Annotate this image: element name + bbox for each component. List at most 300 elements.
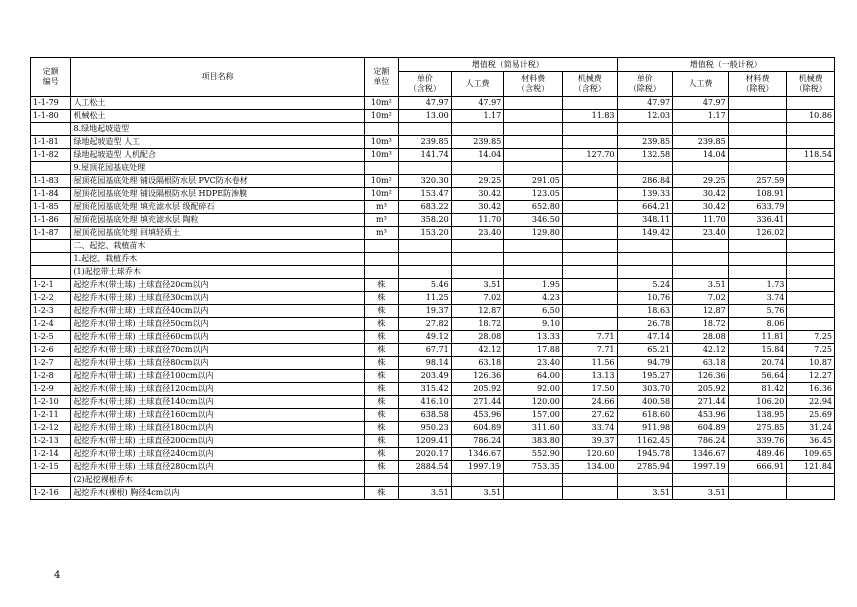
table-row xyxy=(31,487,835,500)
item-unit: m³ xyxy=(364,227,398,240)
item-name: 起挖乔木(带土球) 土球直径160cm以内 xyxy=(71,409,364,422)
empty-cell xyxy=(504,162,563,175)
simple-material-cost: 1.95 xyxy=(504,279,563,292)
empty-cell xyxy=(787,123,835,136)
general-labor-cost: 14.04 xyxy=(673,149,729,162)
general-material-cost: 1.73 xyxy=(728,279,787,292)
item-name: 起挖乔木(带土球) 土球直径40cm以内 xyxy=(71,305,364,318)
item-unit: 10m² xyxy=(364,97,398,110)
table-body xyxy=(31,97,835,500)
general-machine-cost: 109.65 xyxy=(787,448,835,461)
empty-cell xyxy=(787,240,835,253)
table-row xyxy=(31,344,835,357)
item-unit: 10m² xyxy=(364,110,398,123)
table-row xyxy=(31,201,835,214)
simple-material-cost xyxy=(504,149,563,162)
section-row xyxy=(31,253,835,266)
simple-labor-cost: 18.72 xyxy=(451,318,504,331)
empty-cell xyxy=(787,266,835,279)
simple-material-cost: 23.40 xyxy=(504,357,563,370)
item-name: 起挖乔木(带土球) 土球直径80cm以内 xyxy=(71,357,364,370)
empty-cell xyxy=(399,253,452,266)
simple-unit-price: 320.30 xyxy=(399,175,452,188)
general-labor-cost: 453.96 xyxy=(673,409,729,422)
empty-cell xyxy=(451,240,504,253)
simple-machine-cost xyxy=(562,214,617,227)
simple-machine-cost xyxy=(562,305,617,318)
table-row xyxy=(31,149,835,162)
empty-cell xyxy=(787,253,835,266)
empty-cell xyxy=(617,240,673,253)
empty-cell xyxy=(728,266,787,279)
general-machine-cost: 31.24 xyxy=(787,422,835,435)
simple-machine-cost: 11.56 xyxy=(562,357,617,370)
general-material-cost: 257.59 xyxy=(728,175,787,188)
item-unit: 株 xyxy=(364,331,398,344)
simple-labor-cost: 47.97 xyxy=(451,97,504,110)
header-simple-col: 单价 （含税） xyxy=(399,72,452,97)
simple-unit-price: 683.22 xyxy=(399,201,452,214)
simple-material-cost: 6.50 xyxy=(504,305,563,318)
simple-material-cost: 9.10 xyxy=(504,318,563,331)
empty-cell xyxy=(364,474,398,487)
quota-code: 1-2-7 xyxy=(31,357,71,370)
section-row xyxy=(31,266,835,279)
simple-machine-cost: 24.66 xyxy=(562,396,617,409)
empty-cell xyxy=(364,123,398,136)
general-machine-cost: 7.25 xyxy=(787,344,835,357)
simple-unit-price: 49.12 xyxy=(399,331,452,344)
general-machine-cost: 7.25 xyxy=(787,331,835,344)
simple-material-cost xyxy=(504,110,563,123)
section-title: (2)起挖裸根乔木 xyxy=(71,474,364,487)
quota-code: 1-2-5 xyxy=(31,331,71,344)
general-unit-price: 400.58 xyxy=(617,396,673,409)
item-name: 起挖乔木(带土球) 土球直径240cm以内 xyxy=(71,448,364,461)
general-labor-cost: 47.97 xyxy=(673,97,729,110)
page-number: 4 xyxy=(54,570,61,581)
table-header xyxy=(31,58,835,97)
general-unit-price: 65.21 xyxy=(617,344,673,357)
table-row xyxy=(31,305,835,318)
quota-code: 1-2-12 xyxy=(31,422,71,435)
simple-unit-price: 2020.17 xyxy=(399,448,452,461)
empty-cell xyxy=(562,474,617,487)
empty-cell xyxy=(617,253,673,266)
general-machine-cost xyxy=(787,175,835,188)
item-name: 起挖乔木(带土球) 土球直径50cm以内 xyxy=(71,318,364,331)
item-name: 起挖乔木(带土球) 土球直径140cm以内 xyxy=(71,396,364,409)
quota-code: 1-1-79 xyxy=(31,97,71,110)
empty-cell xyxy=(617,474,673,487)
item-name: 屋顶花园基底处理 铺设隔根防水层 HDPE防渗膜 xyxy=(71,188,364,201)
general-machine-cost: 121.84 xyxy=(787,461,835,474)
general-labor-cost: 271.44 xyxy=(673,396,729,409)
simple-machine-cost: 39.37 xyxy=(562,435,617,448)
quota-table xyxy=(30,57,835,500)
quota-code: 1-2-13 xyxy=(31,435,71,448)
simple-unit-price: 416.10 xyxy=(399,396,452,409)
general-machine-cost xyxy=(787,136,835,149)
table-row xyxy=(31,97,835,110)
section-title: 二、起挖、栽植苗木 xyxy=(71,240,364,253)
empty-cell xyxy=(364,240,398,253)
general-labor-cost: 1346.67 xyxy=(673,448,729,461)
general-unit-price: 139.33 xyxy=(617,188,673,201)
simple-material-cost: 64.00 xyxy=(504,370,563,383)
simple-machine-cost xyxy=(562,292,617,305)
general-unit-price: 239.85 xyxy=(617,136,673,149)
empty-cell xyxy=(31,240,71,253)
item-unit: 10m² xyxy=(364,188,398,201)
item-unit: 株 xyxy=(364,318,398,331)
empty-cell xyxy=(728,474,787,487)
simple-material-cost: 120.00 xyxy=(504,396,563,409)
general-unit-price: 18.63 xyxy=(617,305,673,318)
header-simple-tax xyxy=(399,58,617,72)
simple-material-cost: 92.00 xyxy=(504,383,563,396)
general-material-cost: 339.76 xyxy=(728,435,787,448)
quota-code: 1-1-80 xyxy=(31,110,71,123)
simple-labor-cost: 126.36 xyxy=(451,370,504,383)
simple-labor-cost: 271.44 xyxy=(451,396,504,409)
simple-labor-cost: 1.17 xyxy=(451,110,504,123)
empty-cell xyxy=(787,162,835,175)
item-name: 起挖乔木(带土球) 土球直径70cm以内 xyxy=(71,344,364,357)
simple-labor-cost: 239.85 xyxy=(451,136,504,149)
general-unit-price: 1945.78 xyxy=(617,448,673,461)
item-unit: 株 xyxy=(364,305,398,318)
empty-cell xyxy=(617,162,673,175)
table-row xyxy=(31,227,835,240)
quota-code: 1-1-85 xyxy=(31,201,71,214)
simple-machine-cost: 7.71 xyxy=(562,331,617,344)
simple-labor-cost: 29.25 xyxy=(451,175,504,188)
item-unit: 株 xyxy=(364,461,398,474)
quota-code: 1-2-8 xyxy=(31,370,71,383)
item-unit: 株 xyxy=(364,422,398,435)
simple-labor-cost: 30.42 xyxy=(451,188,504,201)
general-unit-price: 149.42 xyxy=(617,227,673,240)
general-labor-cost: 18.72 xyxy=(673,318,729,331)
section-row xyxy=(31,123,835,136)
general-labor-cost: 1997.19 xyxy=(673,461,729,474)
general-machine-cost: 118.54 xyxy=(787,149,835,162)
simple-machine-cost xyxy=(562,279,617,292)
table-row xyxy=(31,136,835,149)
simple-material-cost xyxy=(504,97,563,110)
general-unit-price: 10.76 xyxy=(617,292,673,305)
simple-unit-price: 153.47 xyxy=(399,188,452,201)
simple-labor-cost: 30.42 xyxy=(451,201,504,214)
simple-labor-cost: 7.02 xyxy=(451,292,504,305)
simple-machine-cost xyxy=(562,175,617,188)
table-row xyxy=(31,448,835,461)
general-machine-cost xyxy=(787,292,835,305)
header-simple-col: 人工费 xyxy=(451,72,504,97)
table-row xyxy=(31,188,835,201)
item-unit: 株 xyxy=(364,448,398,461)
simple-labor-cost: 28.08 xyxy=(451,331,504,344)
simple-material-cost: 291.05 xyxy=(504,175,563,188)
item-name: 绿地起坡造型 人机配合 xyxy=(71,149,364,162)
quota-code: 1-1-86 xyxy=(31,214,71,227)
general-unit-price: 94.79 xyxy=(617,357,673,370)
general-labor-cost: 42.12 xyxy=(673,344,729,357)
empty-cell xyxy=(31,266,71,279)
general-labor-cost: 7.02 xyxy=(673,292,729,305)
general-material-cost xyxy=(728,136,787,149)
general-unit-price: 303.70 xyxy=(617,383,673,396)
general-material-cost: 138.95 xyxy=(728,409,787,422)
empty-cell xyxy=(728,162,787,175)
item-name: 起挖乔木(带土球) 土球直径200cm以内 xyxy=(71,435,364,448)
simple-machine-cost xyxy=(562,97,617,110)
item-name: 起挖乔木(带土球) 土球直径60cm以内 xyxy=(71,331,364,344)
simple-unit-price: 141.74 xyxy=(399,149,452,162)
general-machine-cost: 10.86 xyxy=(787,110,835,123)
quota-code: 1-2-2 xyxy=(31,292,71,305)
general-labor-cost: 30.42 xyxy=(673,201,729,214)
simple-unit-price: 2884.54 xyxy=(399,461,452,474)
simple-machine-cost: 134.00 xyxy=(562,461,617,474)
item-name: 起挖乔木(带土球) 土球直径280cm以内 xyxy=(71,461,364,474)
simple-labor-cost: 42.12 xyxy=(451,344,504,357)
simple-machine-cost xyxy=(562,227,617,240)
general-unit-price: 47.14 xyxy=(617,331,673,344)
general-labor-cost: 63.18 xyxy=(673,357,729,370)
general-material-cost: 126.02 xyxy=(728,227,787,240)
item-unit: 株 xyxy=(364,409,398,422)
empty-cell xyxy=(504,474,563,487)
general-machine-cost: 25.69 xyxy=(787,409,835,422)
simple-material-cost: 4.23 xyxy=(504,292,563,305)
simple-unit-price: 13.00 xyxy=(399,110,452,123)
general-labor-cost: 3.51 xyxy=(673,487,729,500)
table-row xyxy=(31,110,835,123)
simple-unit-price: 67.71 xyxy=(399,344,452,357)
empty-cell xyxy=(364,162,398,175)
table-row xyxy=(31,370,835,383)
item-unit: 株 xyxy=(364,396,398,409)
simple-machine-cost xyxy=(562,136,617,149)
quota-code: 1-2-11 xyxy=(31,409,71,422)
general-unit-price: 26.78 xyxy=(617,318,673,331)
empty-cell xyxy=(673,253,729,266)
quota-code: 1-2-9 xyxy=(31,383,71,396)
general-labor-cost: 11.70 xyxy=(673,214,729,227)
empty-cell xyxy=(399,266,452,279)
simple-machine-cost: 17.50 xyxy=(562,383,617,396)
header-simple-col: 材料费 （含税） xyxy=(504,72,563,97)
table-row xyxy=(31,409,835,422)
simple-material-cost: 552.90 xyxy=(504,448,563,461)
general-machine-cost: 36.45 xyxy=(787,435,835,448)
item-name: 起挖乔木(带土球) 土球直径180cm以内 xyxy=(71,422,364,435)
item-name: 屋顶花园基底处理 填充滤水层 级配碎石 xyxy=(71,201,364,214)
simple-labor-cost: 786.24 xyxy=(451,435,504,448)
table-row xyxy=(31,292,835,305)
general-labor-cost: 23.40 xyxy=(673,227,729,240)
general-labor-cost: 30.42 xyxy=(673,188,729,201)
simple-labor-cost: 453.96 xyxy=(451,409,504,422)
general-machine-cost: 22.94 xyxy=(787,396,835,409)
simple-machine-cost: 27.62 xyxy=(562,409,617,422)
quota-code: 1-2-15 xyxy=(31,461,71,474)
section-title: 9.屋顶花园基底处理 xyxy=(71,162,364,175)
general-labor-cost: 28.08 xyxy=(673,331,729,344)
item-name: 起挖乔木(带土球) 土球直径120cm以内 xyxy=(71,383,364,396)
item-name: 起挖乔木(带土球) 土球直径20cm以内 xyxy=(71,279,364,292)
empty-cell xyxy=(451,123,504,136)
header-general-tax xyxy=(617,58,834,72)
header-name-label: 项目名称 xyxy=(201,72,234,81)
header-general-tax-label: 增值税（一般计税） xyxy=(689,59,762,69)
general-material-cost: 336.41 xyxy=(728,214,787,227)
item-name: 机械松土 xyxy=(71,110,364,123)
table-row xyxy=(31,214,835,227)
general-material-cost: 81.42 xyxy=(728,383,787,396)
simple-machine-cost: 7.71 xyxy=(562,344,617,357)
simple-unit-price: 950.23 xyxy=(399,422,452,435)
general-labor-cost: 786.24 xyxy=(673,435,729,448)
simple-machine-cost: 127.70 xyxy=(562,149,617,162)
quota-code: 1-2-10 xyxy=(31,396,71,409)
simple-machine-cost: 33.74 xyxy=(562,422,617,435)
simple-machine-cost xyxy=(562,318,617,331)
general-machine-cost xyxy=(787,227,835,240)
header-general-col: 材料费 （除税） xyxy=(728,72,787,97)
simple-material-cost: 652.80 xyxy=(504,201,563,214)
general-machine-cost: 12.27 xyxy=(787,370,835,383)
header-code xyxy=(31,58,71,97)
empty-cell xyxy=(451,266,504,279)
quota-code: 1-2-14 xyxy=(31,448,71,461)
header-name xyxy=(71,58,364,97)
simple-labor-cost: 205.92 xyxy=(451,383,504,396)
simple-unit-price: 47.97 xyxy=(399,97,452,110)
general-machine-cost: 16.36 xyxy=(787,383,835,396)
section-title: 1.起挖、栽植乔木 xyxy=(71,253,364,266)
item-unit: 10m³ xyxy=(364,136,398,149)
header-simple-col: 机械费 （含税） xyxy=(562,72,617,97)
quota-code: 1-1-84 xyxy=(31,188,71,201)
empty-cell xyxy=(31,253,71,266)
empty-cell xyxy=(562,253,617,266)
simple-unit-price: 153.20 xyxy=(399,227,452,240)
general-labor-cost: 205.92 xyxy=(673,383,729,396)
general-machine-cost xyxy=(787,188,835,201)
empty-cell xyxy=(399,162,452,175)
simple-labor-cost: 3.51 xyxy=(451,487,504,500)
empty-cell xyxy=(504,266,563,279)
simple-material-cost: 157.00 xyxy=(504,409,563,422)
simple-unit-price: 27.82 xyxy=(399,318,452,331)
item-unit: 株 xyxy=(364,370,398,383)
simple-unit-price: 638.58 xyxy=(399,409,452,422)
quota-code: 1-2-4 xyxy=(31,318,71,331)
table-row xyxy=(31,422,835,435)
table-row xyxy=(31,279,835,292)
empty-cell xyxy=(31,162,71,175)
simple-material-cost xyxy=(504,487,563,500)
header-general-col: 单价 （除税） xyxy=(617,72,673,97)
header-unit xyxy=(364,58,398,97)
header-code-label: 定额 编号 xyxy=(42,67,59,86)
simple-unit-price: 3.51 xyxy=(399,487,452,500)
quota-code: 1-1-83 xyxy=(31,175,71,188)
item-name: 屋顶花园基底处理 铺设隔根防水层 PVC防水卷材 xyxy=(71,175,364,188)
general-unit-price: 5.24 xyxy=(617,279,673,292)
general-material-cost xyxy=(728,110,787,123)
general-unit-price: 3.51 xyxy=(617,487,673,500)
empty-cell xyxy=(673,123,729,136)
empty-cell xyxy=(728,123,787,136)
simple-labor-cost: 604.89 xyxy=(451,422,504,435)
general-unit-price: 47.97 xyxy=(617,97,673,110)
quota-code: 1-1-87 xyxy=(31,227,71,240)
simple-machine-cost xyxy=(562,201,617,214)
simple-machine-cost xyxy=(562,487,617,500)
simple-material-cost: 17.88 xyxy=(504,344,563,357)
item-unit: 株 xyxy=(364,383,398,396)
empty-cell xyxy=(31,123,71,136)
item-name: 起挖乔木(带土球) 土球直径100cm以内 xyxy=(71,370,364,383)
simple-labor-cost: 63.18 xyxy=(451,357,504,370)
empty-cell xyxy=(364,266,398,279)
general-labor-cost: 29.25 xyxy=(673,175,729,188)
general-material-cost: 15.84 xyxy=(728,344,787,357)
simple-labor-cost: 11.70 xyxy=(451,214,504,227)
general-unit-price: 286.84 xyxy=(617,175,673,188)
general-labor-cost: 3.51 xyxy=(673,279,729,292)
simple-material-cost: 753.35 xyxy=(504,461,563,474)
simple-unit-price: 203.49 xyxy=(399,370,452,383)
simple-labor-cost: 23.40 xyxy=(451,227,504,240)
item-unit: 株 xyxy=(364,435,398,448)
item-name: 人工松土 xyxy=(71,97,364,110)
general-machine-cost xyxy=(787,97,835,110)
quota-code: 1-2-6 xyxy=(31,344,71,357)
general-machine-cost: 10.87 xyxy=(787,357,835,370)
empty-cell xyxy=(617,266,673,279)
empty-cell xyxy=(504,240,563,253)
table-row xyxy=(31,331,835,344)
simple-material-cost: 13.33 xyxy=(504,331,563,344)
general-unit-price: 132.58 xyxy=(617,149,673,162)
general-machine-cost xyxy=(787,305,835,318)
table-row xyxy=(31,318,835,331)
simple-material-cost: 346.50 xyxy=(504,214,563,227)
general-material-cost: 20.74 xyxy=(728,357,787,370)
general-material-cost: 275.85 xyxy=(728,422,787,435)
quota-code: 1-2-3 xyxy=(31,305,71,318)
general-material-cost xyxy=(728,97,787,110)
item-unit: 株 xyxy=(364,344,398,357)
general-unit-price: 618.60 xyxy=(617,409,673,422)
empty-cell xyxy=(673,162,729,175)
table-row xyxy=(31,383,835,396)
general-material-cost: 5.76 xyxy=(728,305,787,318)
simple-material-cost: 311.60 xyxy=(504,422,563,435)
empty-cell xyxy=(617,123,673,136)
item-unit: 10m² xyxy=(364,175,398,188)
general-labor-cost: 12.87 xyxy=(673,305,729,318)
simple-material-cost: 383.80 xyxy=(504,435,563,448)
header-general-col: 机械费 （除税） xyxy=(787,72,835,97)
table-row xyxy=(31,175,835,188)
simple-unit-price: 11.25 xyxy=(399,292,452,305)
